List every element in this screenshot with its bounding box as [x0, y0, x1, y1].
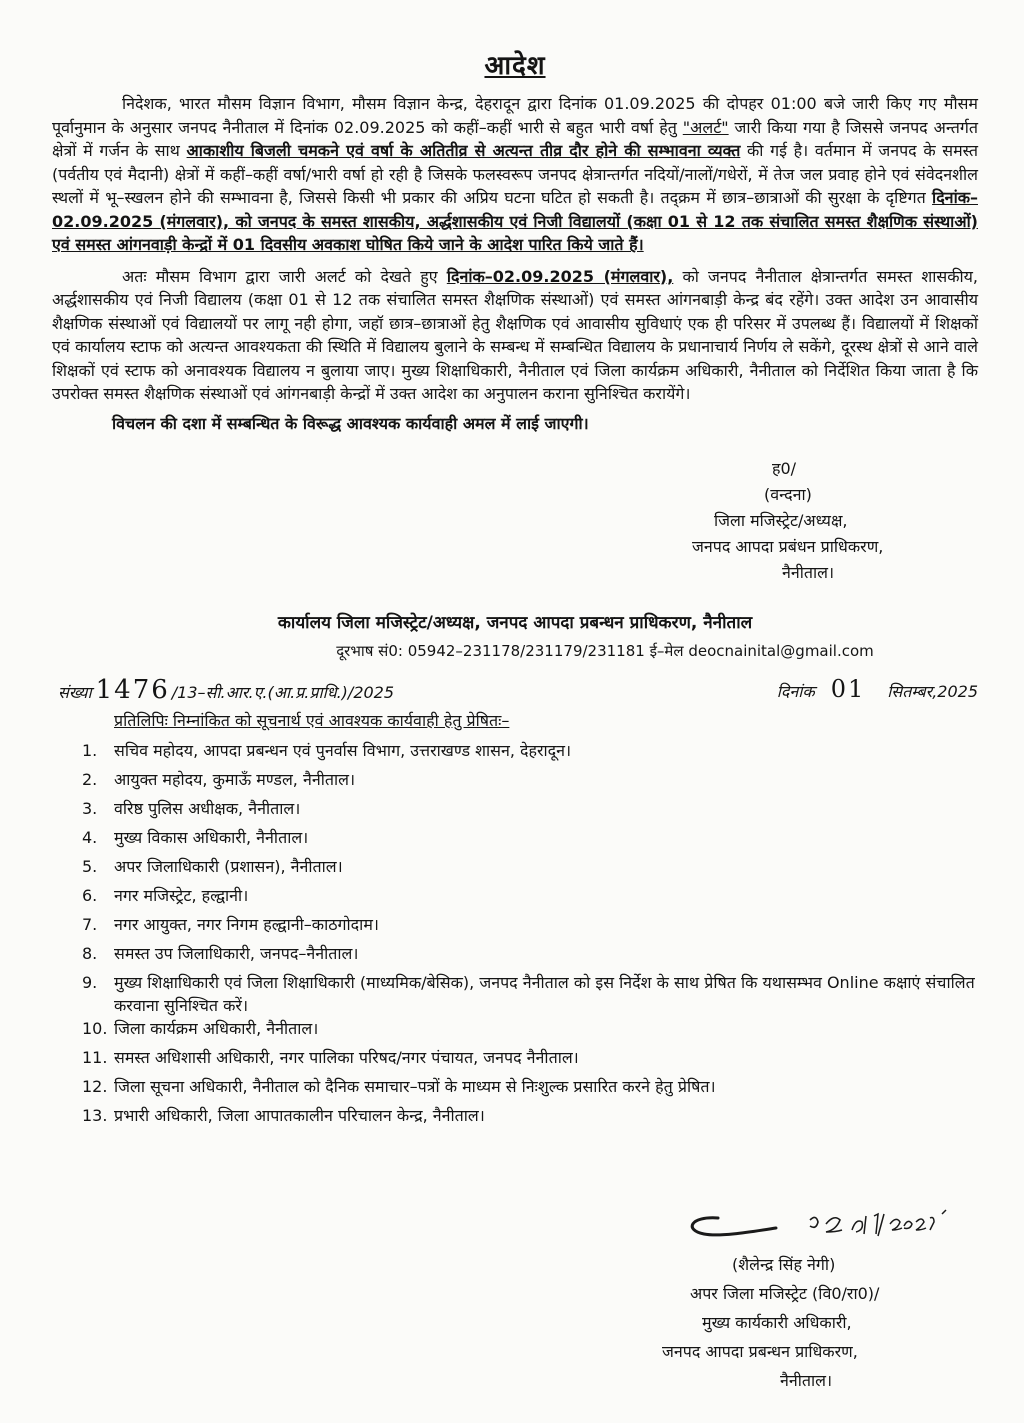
signatory-2-place: नैनीताल। [780, 1371, 833, 1390]
reference-suffix: /13–सी.आर.ए.(आ.प्र.प्राधि.)/2025 [171, 682, 395, 702]
date-month-year: सितम्बर,2025 [887, 681, 978, 701]
recipient-number: 10. [82, 1018, 108, 1038]
p2-text-2: को जनपद नैनीताल क्षेत्रान्तर्गत समस्त शासकीय, अर्द्धशासकीय एवं निजी विद्यालय (कक्षा 01 से 12 तक संचालित समस्त शैक्षणिक संस्थाओं) एवं समस्त आंगनबाड़ी केन्द्र बंद रहेंगे। उक्त आदेश उन आवासीय शैक्षणिक संस्थाओं एवं विद्यालयों पर लागू नही होगा, जहॉ छात्र–छात्राओं हेतु शैक्षणिक एवं आवासीय सुविधाएं एक ही परिसर में उपलब्ध हैं। विद्यालयों में शिक्षकों एवं कार्यालय स्टाफ को अत्यन्त आवश्यकता की स्थिति में विद्यालय बुलाने के सम्बन्ध में सम्बन्धित विद्यालय के प्रधानाचार्य निर्णय ले सकेंगे, दूरस्थ क्षेत्रों से आने वाले शिक्षकों एवं स्टाफ को अनावश्यक विद्यालय न बुलाया जाए। मुख्य शिक्षाधिकारी, नैनीताल एवं जिला कार्यक्रम अधिकारी, नैनीताल को निर्देशित किया जाता है कि उपरोक्त समस्त शैक्षणिक संस्थाओं एवं आंगनबाड़ी केन्द्रों में उक्त आदेश का अनुपालन कराना सुनिश्चित करायेंगे। [52, 266, 978, 403]
date-label: दिनांक [776, 681, 815, 701]
reference-number [58, 675, 394, 705]
recipient-number: 5. [82, 856, 98, 876]
recipient-item [52, 855, 978, 884]
recipient-item [52, 942, 978, 971]
contact-line: दूरभाष सं0: 05942–231178/231179/231181 ई–मेल deocnainital@gmail.com [336, 641, 874, 660]
recipient-number: 3. [82, 798, 98, 818]
paragraph-1 [52, 92, 978, 257]
recipient-item [52, 768, 978, 797]
recipient-item [52, 1075, 978, 1104]
recipient-number: 4. [82, 827, 98, 847]
recipient-text: नगर आयुक्त, नगर निगम हल्द्वानी–काठगोदाम। [114, 914, 379, 934]
signatory-1-authority: जनपद आपदा प्रबंधन प्राधिकरण, [692, 536, 884, 556]
recipient-number: 9. [82, 972, 98, 992]
recipient-text: सचिव महोदय, आपदा प्रबन्धन एवं पुनर्वास विभाग, उत्तराखण्ड शासन, देहरादून। [114, 740, 572, 760]
recipient-list [52, 739, 978, 1133]
handwritten-day: 01 [830, 674, 866, 703]
recipient-number: 8. [82, 943, 98, 963]
recipient-number: 11. [82, 1047, 108, 1067]
signatory-2-role-2: मुख्य कार्यकारी अधिकारी, [702, 1313, 852, 1332]
recipient-item [52, 1046, 978, 1075]
recipient-item [52, 1104, 978, 1133]
recipient-text: नगर मजिस्ट्रेट, हल्द्वानी। [114, 885, 249, 905]
reference-label: संख्या [58, 682, 92, 702]
signatory-1-name: (वन्दना) [764, 484, 812, 504]
recipient-item [52, 913, 978, 942]
recipient-number: 6. [82, 885, 98, 905]
recipient-number: 12. [82, 1076, 108, 1096]
reference-date [777, 675, 978, 703]
recipient-item [52, 797, 978, 826]
recipient-item [52, 971, 978, 1017]
p1-underlined-2: दिनांक–02.09.2025 (मंगलवार), को जनपद के समस्त शासकीय, अर्द्धशासकीय एवं निजी विद्यालयों (कक्षा 01 से 12 तक संचालित समस्त शैक्षणिक संस्थाओं) एवं समस्त आंगनवाड़ी केन्द्रों में 01 दिवसीय अवकाश घोषित किये जाने के आदेश पारित किये जाते हैं। [52, 188, 978, 254]
signature-block-2 [640, 1210, 980, 1395]
p2-text-1: अतः मौसम विभाग द्वारा जारी अलर्ट को देखते हुए [122, 266, 447, 286]
recipient-item [52, 1017, 978, 1046]
copy-to-heading: प्रतिलिपिः निम्नांकित को सूचनार्थ एवं आवश्यक कार्यवाही हेतु प्रेषितः– [114, 710, 510, 730]
signatory-1-place: नैनीताल। [782, 562, 835, 582]
recipient-text: समस्त उप जिलाधिकारी, जनपद–नैनीताल। [114, 943, 359, 963]
recipient-item [52, 739, 978, 768]
recipient-text: जिला कार्यक्रम अधिकारी, नैनीताल। [114, 1018, 319, 1038]
signatory-1-role: जिला मजिस्ट्रेट/अध्यक्ष, [714, 510, 848, 530]
warning-line: विचलन की दशा में सम्बन्धित के विरूद्ध आवश्यक कार्यवाही अमल में लाई जाएगी। [112, 413, 589, 433]
recipient-text: आयुक्त महोदय, कुमाऊँ मण्डल, नैनीताल। [114, 769, 356, 789]
recipient-text: अपर जिलाधिकारी (प्रशासन), नैनीताल। [114, 856, 343, 876]
recipient-text: मुख्य विकास अधिकारी, नैनीताल। [114, 827, 309, 847]
signatory-2-name: (शैलेन्द्र सिंह नेगी) [732, 1255, 836, 1274]
recipient-text: जिला सूचना अधिकारी, नैनीताल को दैनिक समाचार–पत्रों के माध्यम से निःशुल्क प्रसारित करने हेतु प्रेषित। [114, 1076, 716, 1096]
recipient-text: वरिष्ठ पुलिस अधीक्षक, नैनीताल। [114, 798, 301, 818]
recipient-number: 13. [82, 1105, 108, 1125]
recipient-number: 7. [82, 914, 98, 934]
p1-text-2: जारी किया गया है जिससे जनपद अन्तर्गत क्षेत्रों में गर्जन के साथ [52, 117, 978, 160]
recipient-text: समस्त अधिशासी अधिकारी, नगर पालिका परिषद/नगर पंचायत, जनपद नैनीताल। [114, 1047, 579, 1067]
p2-underlined-date: दिनांक–02.09.2025 (मंगलवार), [446, 266, 674, 286]
recipient-text: प्रभारी अधिकारी, जिला आपातकालीन परिचालन केन्द्र, नैनीताल। [114, 1105, 485, 1125]
paragraph-2 [52, 265, 978, 406]
p1-text-1: निदेशक, भारत मौसम विज्ञान विभाग, मौसम विज्ञान केन्द्र, देहरादून द्वारा दिनांक 01.09.2025 की दोपहर 01:00 बजे जारी किए गए मौसम पूर्वानुमान के अनुसार जनपद नैनीताल में दिनांक 02.09.2025 को कहीं–कहीं भारी से बहुत भारी वर्षा हेतु [52, 94, 978, 137]
recipient-text: मुख्य शिक्षाधिकारी एवं जिला शिक्षाधिकारी (माध्यमिक/बेसिक), जनपद नैनीताल को इस निर्देश के साथ प्रेषित कि यथासम्भव Online कक्षाएं संचालित करवाना सुनिश्चित करें। [114, 972, 975, 1015]
recipient-item [52, 884, 978, 913]
handwritten-signature [680, 1204, 980, 1244]
signature-block-1 [692, 456, 978, 586]
document-title: आदेश [484, 51, 546, 81]
recipient-number: 2. [82, 769, 98, 789]
p1-underlined-1: आकाशीय बिजली चमकने एवं वर्षा के अतितीव्र से अत्यन्त तीव्र दौर होने की सम्भावना व्यक्त [186, 141, 741, 160]
p1-text-3: की गई है। वर्तमान में जनपद के समस्त (पर्वतीय एवं मैदानी) क्षेत्रों में कहीं–कहीं वर्षा/भारी वर्षा हो रही है जिसके फलस्वरूप जनपद क्षेत्रान्तर्गत नदियों/नालों/गधेरों, में तेज जल प्रवाह होने एवं संवेदनशील स्थलों में भू–स्खलन होने की सम्भावना है, जिससे किसी भी प्रकार की अप्रिय घटना घटित हो सकती है। तद्क्रम में छात्र–छात्राओं की सुरक्षा के दृष्टिगत [52, 141, 978, 207]
signatory-2-role-1: अपर जिला मजिस्ट्रेट (वि0/रा0)/ [690, 1284, 880, 1303]
office-heading: कार्यालय जिला मजिस्ट्रेट/अध्यक्ष, जनपद आपदा प्रबन्धन प्राधिकरण, नैनीताल [277, 612, 753, 633]
recipient-number: 1. [82, 740, 98, 760]
signatory-2-authority: जनपद आपदा प्रबन्धन प्राधिकरण, [662, 1342, 858, 1361]
reference-row [52, 671, 978, 705]
p1-alert-word: "अलर्ट" [682, 117, 729, 137]
handwritten-number: 1476 [95, 674, 170, 705]
sd-mark: ह0/ [772, 458, 797, 478]
recipient-item [52, 826, 978, 855]
